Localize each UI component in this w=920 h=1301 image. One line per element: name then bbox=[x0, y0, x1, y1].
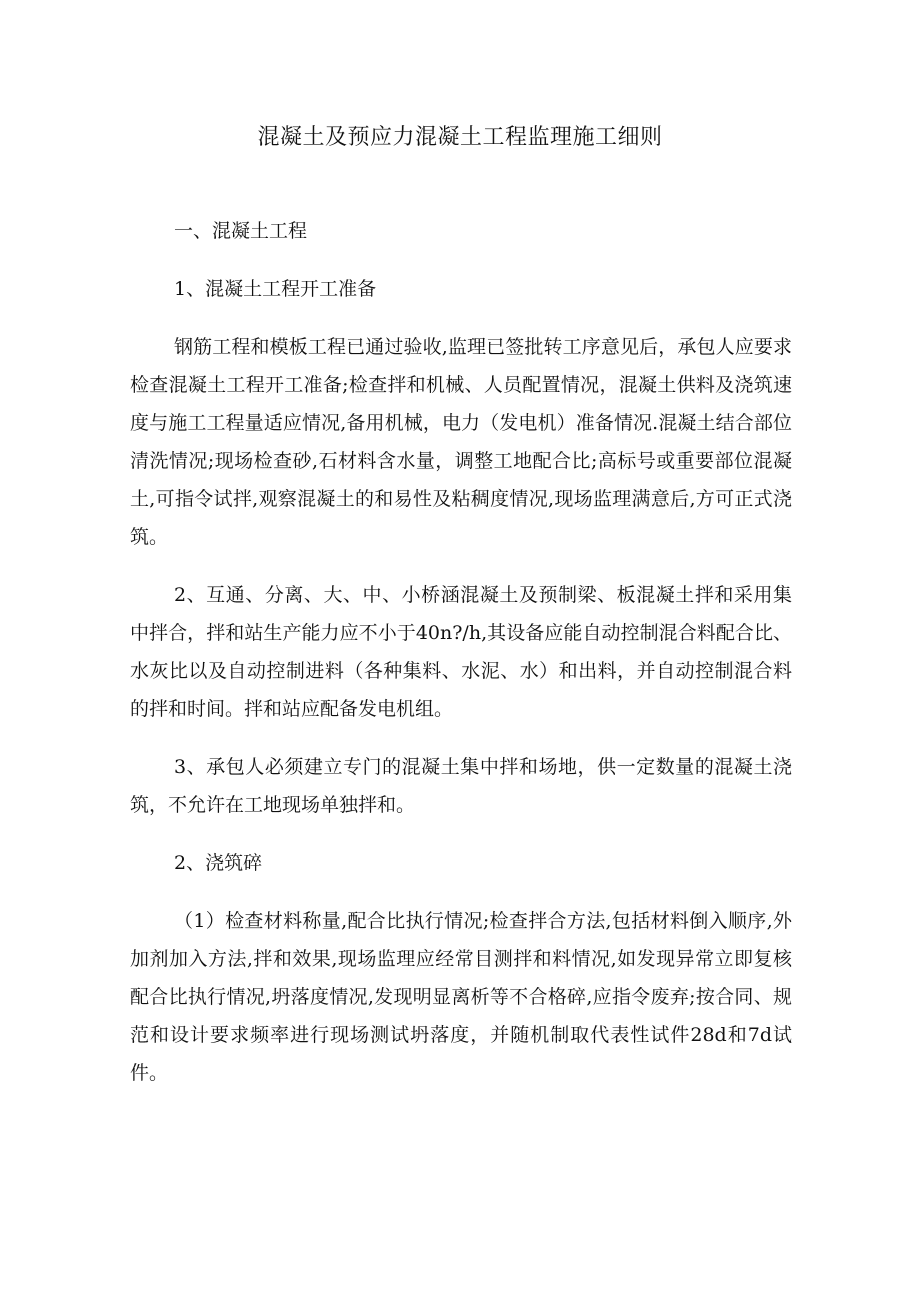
subsection-heading: 2、浇筑碎 bbox=[174, 852, 263, 874]
body-paragraph: 2、互通、分离、大、中、小桥涵混凝土及预制梁、板混凝土拌和采用集中拌合，拌和站生产能力应不小于40n?/h,其设备应能自动控制混合料配合比、水灰比以及自动控制进料（各种集料、水泥、水）和出料，并自动控制混合料的拌和时间。拌和站应配备发电机组。 bbox=[130, 584, 792, 720]
body-paragraph: 3、承包人必须建立专门的混凝土集中拌和场地，供一定数量的混凝土浇筑，不允许在工地现场单独拌和。 bbox=[130, 756, 792, 816]
body-paragraph: （1）检查材料称量,配合比执行情况;检查拌合方法,包括材料倒入顺序,外加剂加入方法,拌和效果,现场监理应经常目测拌和料情况,如发现异常立即复核配合比执行情况,坍落度情况,发现明显离析等不合格碎,应指令废弃;按合同、规范和设计要求频率进行现场测试坍落度，并随机制取代表性试件28d和7d试件。 bbox=[130, 910, 792, 1084]
subsection-heading: 1、混凝土工程开工准备 bbox=[174, 278, 377, 300]
document-body bbox=[130, 212, 792, 1112]
section-heading: 一、混凝土工程 bbox=[174, 220, 308, 242]
body-paragraph: 钢筋工程和模板工程已通过验收,监理已签批转工序意见后，承包人应要求检查混凝土工程开工准备;检查拌和机械、人员配置情况，混凝土供料及浇筑速度与施工工程量适应情况,备用机械，电力（发电机）准备情况.混凝土结合部位清洗情况;现场检查砂,石材料含水量，调整工地配合比;高标号或重要部位混凝土,可指令试拌,观察混凝土的和易性及粘稠度情况,现场监理满意后,方可正式浇筑。 bbox=[130, 336, 792, 548]
document-title: 混凝土及预应力混凝土工程监理施工细则 bbox=[257, 125, 663, 150]
